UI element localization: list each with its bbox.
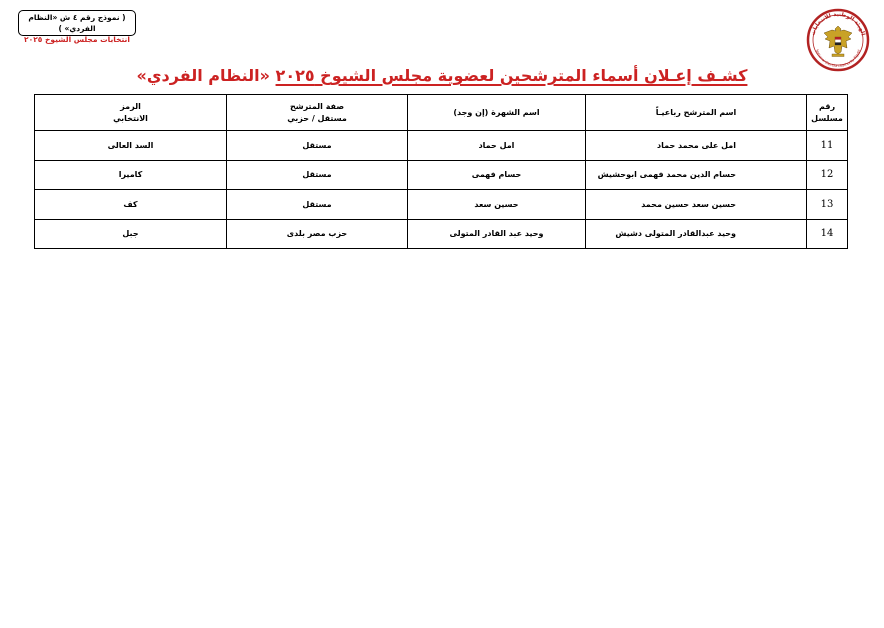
header-candidate-name: اسم المترشح رباعيـاً (586, 95, 807, 131)
cell-fame-name: حسين سعد (408, 190, 586, 220)
cell-serial: 13 (807, 190, 848, 220)
cell-fame-name: امل حماد (408, 131, 586, 161)
cell-candidate-name: حسام الدين محمد فهمى ابوحشيش (586, 160, 807, 190)
page-title (0, 66, 884, 85)
page-title-main: كشـف إعـلان أسماء المترشحين لعضوية مجلس الشيوخ ٢٠٢٥ (275, 66, 748, 85)
table-header-row (35, 95, 848, 131)
cell-election-symbol: جبل (35, 219, 227, 249)
table-row (35, 219, 848, 249)
cell-serial: 14 (807, 219, 848, 249)
logo-english-text: National Election Authority Egypt (814, 48, 862, 69)
cell-candidate-type: مستقل (227, 190, 408, 220)
table-row (35, 160, 848, 190)
header-candidate-type-line2: مستقل / حزبي (287, 113, 347, 123)
cell-candidate-name: امل على محمد حماد (586, 131, 807, 161)
cell-candidate-name: حسين سعد حسين محمد (586, 190, 807, 220)
cell-candidate-name: وحيد عبدالقادر المتولى دشيش (586, 219, 807, 249)
form-number-box (18, 10, 136, 44)
candidates-table (34, 94, 848, 249)
header-fame-name: اسم الشهرة (إن وجد) (408, 95, 586, 131)
table-row (35, 131, 848, 161)
cell-candidate-type: مستقل (227, 131, 408, 161)
cell-election-symbol: كف (35, 190, 227, 220)
election-name-label: انتخابات مجلس الشيوخ ٢٠٢٥ (24, 35, 130, 44)
cell-serial: 12 (807, 160, 848, 190)
logo-arabic-text: الهيئة الوطنية للانتخابات (810, 11, 866, 37)
cell-election-symbol: السد العالى (35, 131, 227, 161)
national-election-authority-logo (806, 8, 870, 72)
header-candidate-type (227, 95, 408, 131)
header-serial: رقم مسلسل (807, 95, 848, 131)
cell-candidate-type: حزب مصر بلدى (227, 219, 408, 249)
header-election-symbol (35, 95, 227, 131)
cell-election-symbol: كاميرا (35, 160, 227, 190)
cell-serial: 11 (807, 131, 848, 161)
header-election-symbol-line1: الرمز (120, 101, 141, 111)
cell-fame-name: وحيد عبد القادر المتولى (408, 219, 586, 249)
header-election-symbol-line2: الانتخابي (113, 113, 148, 123)
form-number-label: ( نموذج رقم ٤ ش «النظام الفردي» ) (28, 13, 126, 33)
header-candidate-type-line1: صفة المترشح (289, 101, 345, 111)
cell-fame-name: حسام فهمى (408, 160, 586, 190)
page-title-system: «النظام الفردي» (136, 66, 270, 85)
table-row (35, 190, 848, 220)
cell-candidate-type: مستقل (227, 160, 408, 190)
eagle-emblem-icon (806, 8, 870, 72)
